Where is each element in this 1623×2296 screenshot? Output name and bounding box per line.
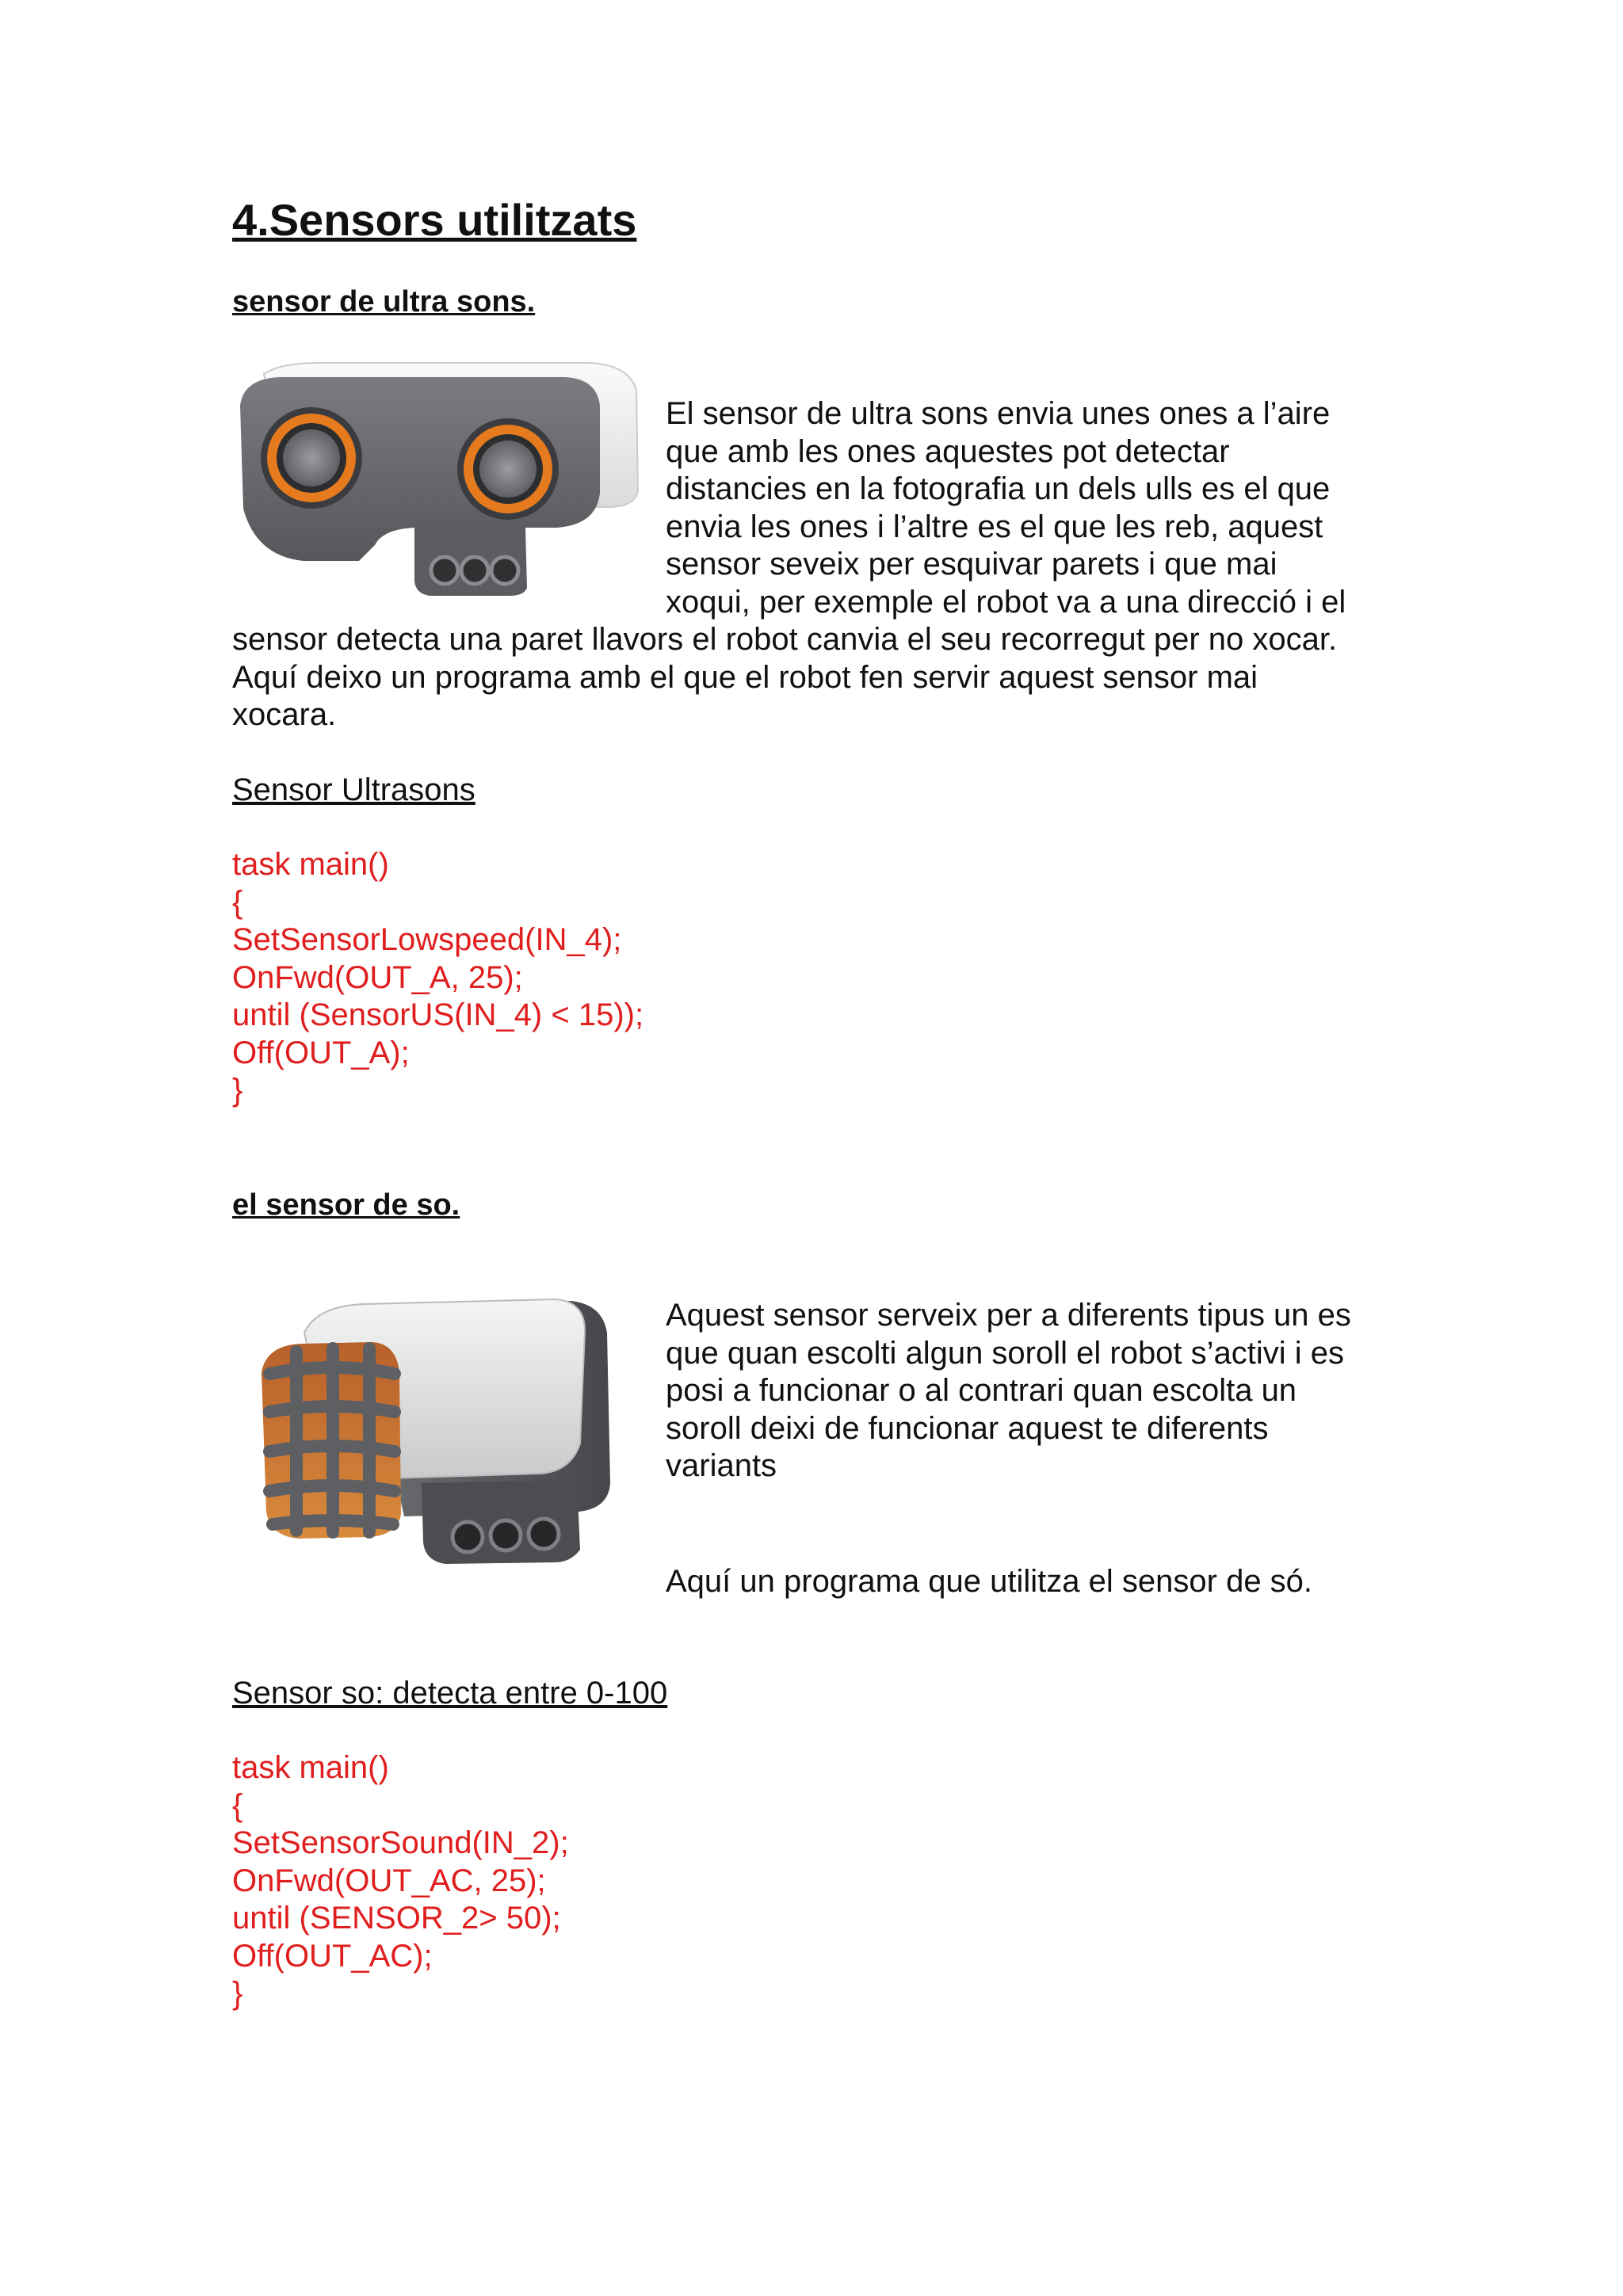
paragraph-line: variants — [666, 1448, 777, 1483]
paragraph-line: soroll deixi de funcionar aquest te diferents — [666, 1410, 1269, 1446]
code-line: } — [232, 1976, 243, 2011]
code-line: until (SENSOR_2> 50); — [232, 1901, 561, 1936]
code-line: task main() — [232, 1750, 389, 1785]
paragraph-line: El sensor de ultra sons envia unes ones a l’aire — [666, 396, 1331, 431]
sound-wrap-text — [666, 1297, 1351, 1486]
sound-sensor-photo — [238, 1285, 634, 1570]
code-line: { — [232, 1787, 243, 1823]
paragraph-line: xocara. — [232, 697, 337, 732]
ultrasonic-full-text — [232, 621, 1337, 734]
code-line: OnFwd(OUT_AC, 25); — [232, 1863, 546, 1898]
ultrasonic-wrap-text — [666, 395, 1346, 621]
code-block-ultrasonic — [232, 846, 643, 1110]
paragraph-line: posi a funcionar o al contrari quan escolta un — [666, 1373, 1297, 1408]
code-line: Off(OUT_AC); — [232, 1938, 433, 1974]
paragraph-line: Aquest sensor serveix per a diferents tipus un es — [666, 1298, 1351, 1333]
code-line: task main() — [232, 847, 389, 882]
code-block-sound — [232, 1749, 569, 2013]
code-line: OnFwd(OUT_A, 25); — [232, 959, 523, 995]
code-line: Off(OUT_A); — [232, 1035, 410, 1070]
code-line: { — [232, 884, 243, 920]
code-line: until (SensorUS(IN_4) < 15)); — [232, 997, 644, 1032]
paragraph-line: Aquí un programa que utilitza el sensor de só. — [666, 1564, 1313, 1599]
section-heading-sound: el sensor de so. — [232, 1188, 460, 1222]
section-heading-ultrasonic: sensor de ultra sons. — [232, 285, 536, 318]
paragraph-line: envia les ones i l’altre es el que les reb, aquest — [666, 509, 1323, 544]
program-label-ultrasonic: Sensor Ultrasons — [232, 772, 475, 807]
paragraph-line: que amb les ones aquestes pot detectar — [666, 433, 1230, 469]
code-line: } — [232, 1073, 243, 1108]
paragraph-line: Aquí deixo un programa amb el que el robot fen servir aquest sensor mai — [232, 659, 1258, 695]
paragraph-line: sensor seveix per esquivar parets i que mai — [666, 547, 1277, 582]
code-line: SetSensorLowspeed(IN_4); — [232, 922, 622, 957]
sound-program-intro — [666, 1563, 1312, 1601]
ultrasonic-sensor-photo — [232, 358, 644, 605]
paragraph-line: sensor detecta una paret llavors el robot canvia el seu recorregut per no xocar. — [232, 622, 1338, 657]
paragraph-line: que quan escolti algun soroll el robot s’activi i es — [666, 1335, 1345, 1371]
code-line: SetSensorSound(IN_2); — [232, 1825, 569, 1860]
paragraph-line: xoqui, per exemple el robot va a una direcció i el — [666, 584, 1346, 620]
page-title: 4.Sensors utilitzats — [232, 195, 637, 245]
program-label-sound: Sensor so: detecta entre 0-100 — [232, 1676, 668, 1711]
paragraph-line: distancies en la fotografia un dels ulls es el que — [666, 471, 1331, 506]
